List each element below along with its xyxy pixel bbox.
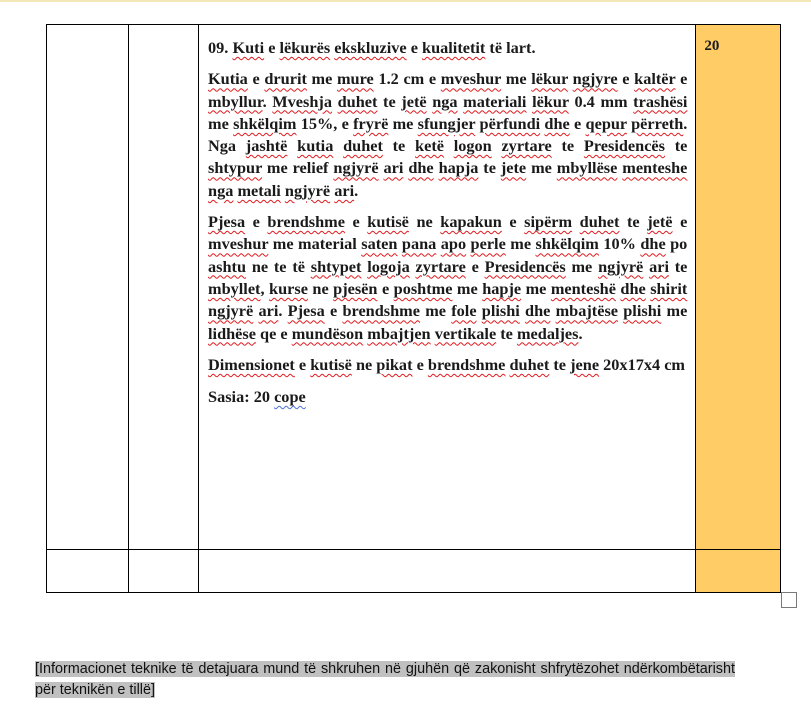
footer-note-text: [Informacionet teknike të detajuara mund të shkruhen në gjuhën që zakonisht shfrytëzohet ndërkombëtarisht për teknikën e tillë] — [35, 661, 735, 698]
table-cell-empty[interactable] — [128, 550, 198, 593]
table-row — [47, 550, 781, 593]
table-cell-empty[interactable] — [199, 550, 696, 593]
description-paragraph-1: Kutia e drurit me mure 1.2 cm e mveshur me lëkur ngjyre e kaltër e mbyllur. Mveshja duhet te jetë nga materiali lëkur 0.4 mm trashësi me shkëlqim 15%, e fryrë me sfungjer përfundi dhe e qepur përreth. Nga jashtë kutia duhet te ketë logon zyrtare te Presidencës te shtypur me relief ngjyrë ari dhe hapja te jete me mbyllëse menteshe nga metali ngjyrë ari. — [208, 69, 688, 200]
table-cell-empty[interactable] — [47, 550, 129, 593]
description-paragraph-3: Dimensionet e kutisë ne pikat e brendshme duhet te jene 20x17x4 cm — [208, 354, 685, 374]
table-row — [47, 25, 781, 550]
quantity-value: 20 — [704, 38, 720, 54]
item-description — [199, 25, 695, 408]
table-cell-empty[interactable] — [696, 550, 781, 593]
table-cell-description[interactable] — [199, 25, 696, 550]
quantity-line: Sasia: 20 cope — [208, 387, 306, 407]
table-cell-quantity[interactable] — [696, 25, 781, 550]
footer-note — [35, 659, 735, 701]
table-cell-code[interactable] — [128, 25, 198, 550]
item-title: 09. Kuti e lëkurës ekskluzive e kualitetit të lart. — [208, 38, 536, 57]
specification-table — [46, 24, 781, 593]
ruler-edge — [0, 0, 811, 2]
description-paragraph-2: Pjesa e brendshme e kutisë ne kapakun e sipërm duhet te jetë e mveshur me material saten pana apo perle me shkëlqim 10% dhe po ashtu ne te të shtypet logoja zyrtare e Presidencës me ngjyrë ari te mbyllet, kurse ne pjesën e poshtme me hapje me menteshë dhe shirit ngjyrë ari. Pjesa e brendshme me fole plishi dhe mbajtëse plishi me lidhëse qe e mundëson mbajtjen vertikale te medaljes. — [208, 212, 688, 343]
table-cell-number[interactable] — [47, 25, 129, 550]
table-resize-handle[interactable] — [781, 592, 797, 608]
